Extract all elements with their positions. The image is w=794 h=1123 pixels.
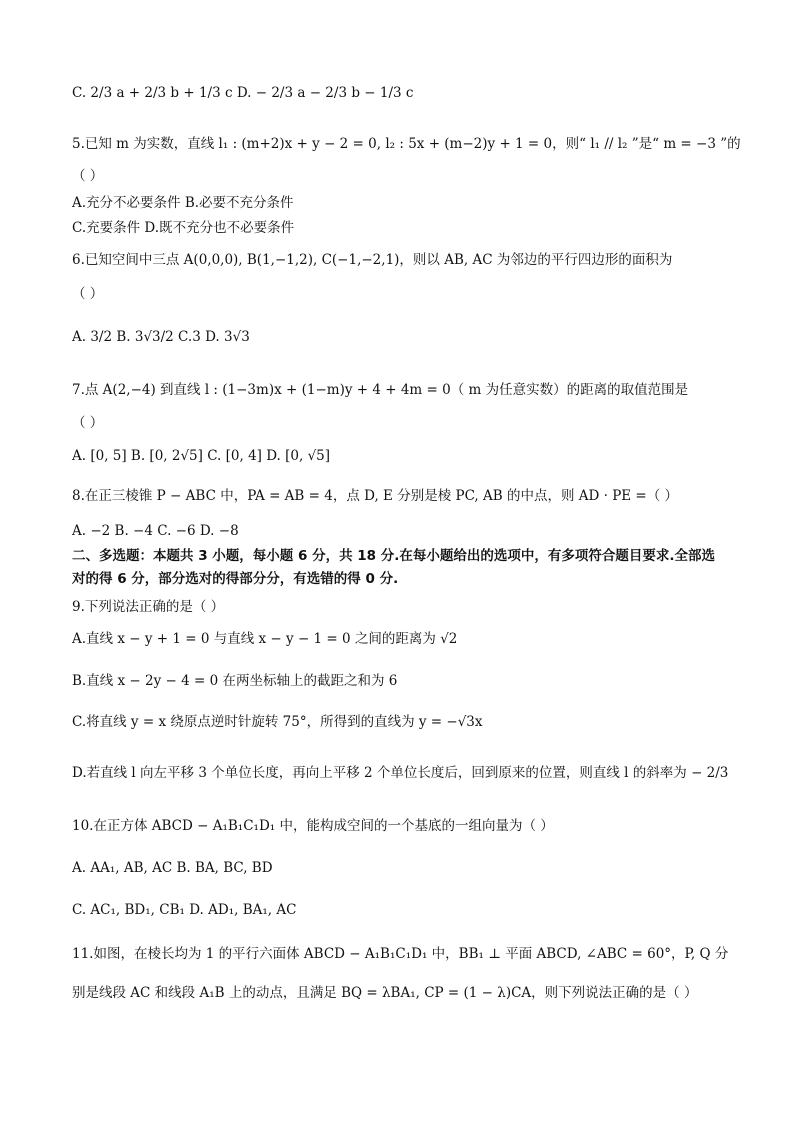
q9-option-b: B.直线 x − 2y − 4 = 0 在两坐标轴上的截距之和为 6 [72,673,398,689]
q8-options: A. −2 B. −4 C. −6 D. −8 [72,523,239,539]
q10-stem: 10.在正方体 ABCD − A₁B₁C₁D₁ 中，能构成空间的一个基底的一组向量为（ ） [72,818,554,834]
q5-stem: 5.已知 m 为实数，直线 l₁ : (m+2)x + y − 2 = 0, l₂ : 5x + (m−2)y + 1 = 0，则“ l₁ // l₂ ”是“ m = −3 ”的 [72,136,741,152]
q9-stem: 9.下列说法正确的是（ ） [72,599,225,615]
q10-options-ab: A. AA₁, AB, AC B. BA, BC, BD [72,860,273,876]
q5-answer-blank: （ ） [72,168,104,184]
q5-options-cd: C.充要条件 D.既不充分也不必要条件 [72,220,295,236]
q7-answer-blank: （ ） [72,415,104,431]
q9-option-a: A.直线 x − y + 1 = 0 与直线 x − y − 1 = 0 之间的距离为 √2 [72,631,458,647]
q4-options-cd: C. 2/3 a + 2/3 b + 1/3 c D. − 2/3 a − 2/3 b − 1/3 c [72,85,414,101]
q5-options-ab: A.充分不必要条件 B.必要不充分条件 [72,195,294,211]
q6-answer-blank: （ ） [72,286,104,302]
q11-stem-line1: 11.如图，在棱长均为 1 的平行六面体 ABCD − A₁B₁C₁D₁ 中，BB₁ ⊥ 平面 ABCD, ∠ABC = 60°，P, Q 分 [72,946,729,962]
q10-options-cd: C. AC₁, BD₁, CB₁ D. AD₁, BA₁, AC [72,902,297,918]
q7-stem: 7.点 A(2,−4) 到直线 l : (1−3m)x + (1−m)y + 4 + 4m = 0（ m 为任意实数）的距离的取值范围是 [72,382,689,398]
q6-options: A. 3/2 B. 3√3/2 C.3 D. 3√3 [72,329,250,345]
q7-options: A. [0, 5] B. [0, 2√5] C. [0, 4] D. [0, √5] [72,448,331,464]
q6-stem: 6.已知空间中三点 A(0,0,0), B(1,−1,2), C(−1,−2,1)，则以 AB, AC 为邻边的平行四边形的面积为 [72,252,673,268]
q11-stem-line2: 别是线段 AC 和线段 A₁B 上的动点，且满足 BQ = λBA₁, CP = (1 − λ)CA，则下列说法正确的是（ ） [72,985,698,1001]
q9-option-c: C.将直线 y = x 绕原点逆时针旋转 75°，所得到的直线为 y = −√3x [72,714,483,730]
q8-stem: 8.在正三棱锥 P − ABC 中，PA = AB = 4，点 D, E 分别是棱 PC, AB 的中点，则 AD · PE =（ ） [72,488,679,504]
q9-option-d: D.若直线 l 向左平移 3 个单位长度，再向上平移 2 个单位长度后，回到原来的位置，则直线 l 的斜率为 − 2/3 [72,765,729,781]
section-heading-multiple-choice: 二、多选题：本题共 3 小题，每小题 6 分，共 18 分.在每小题给出的选项中，有多项符合题目要求.全部选对的得 6 分，部分选对的得部分分，有选错的得 0 分. [72,548,716,587]
